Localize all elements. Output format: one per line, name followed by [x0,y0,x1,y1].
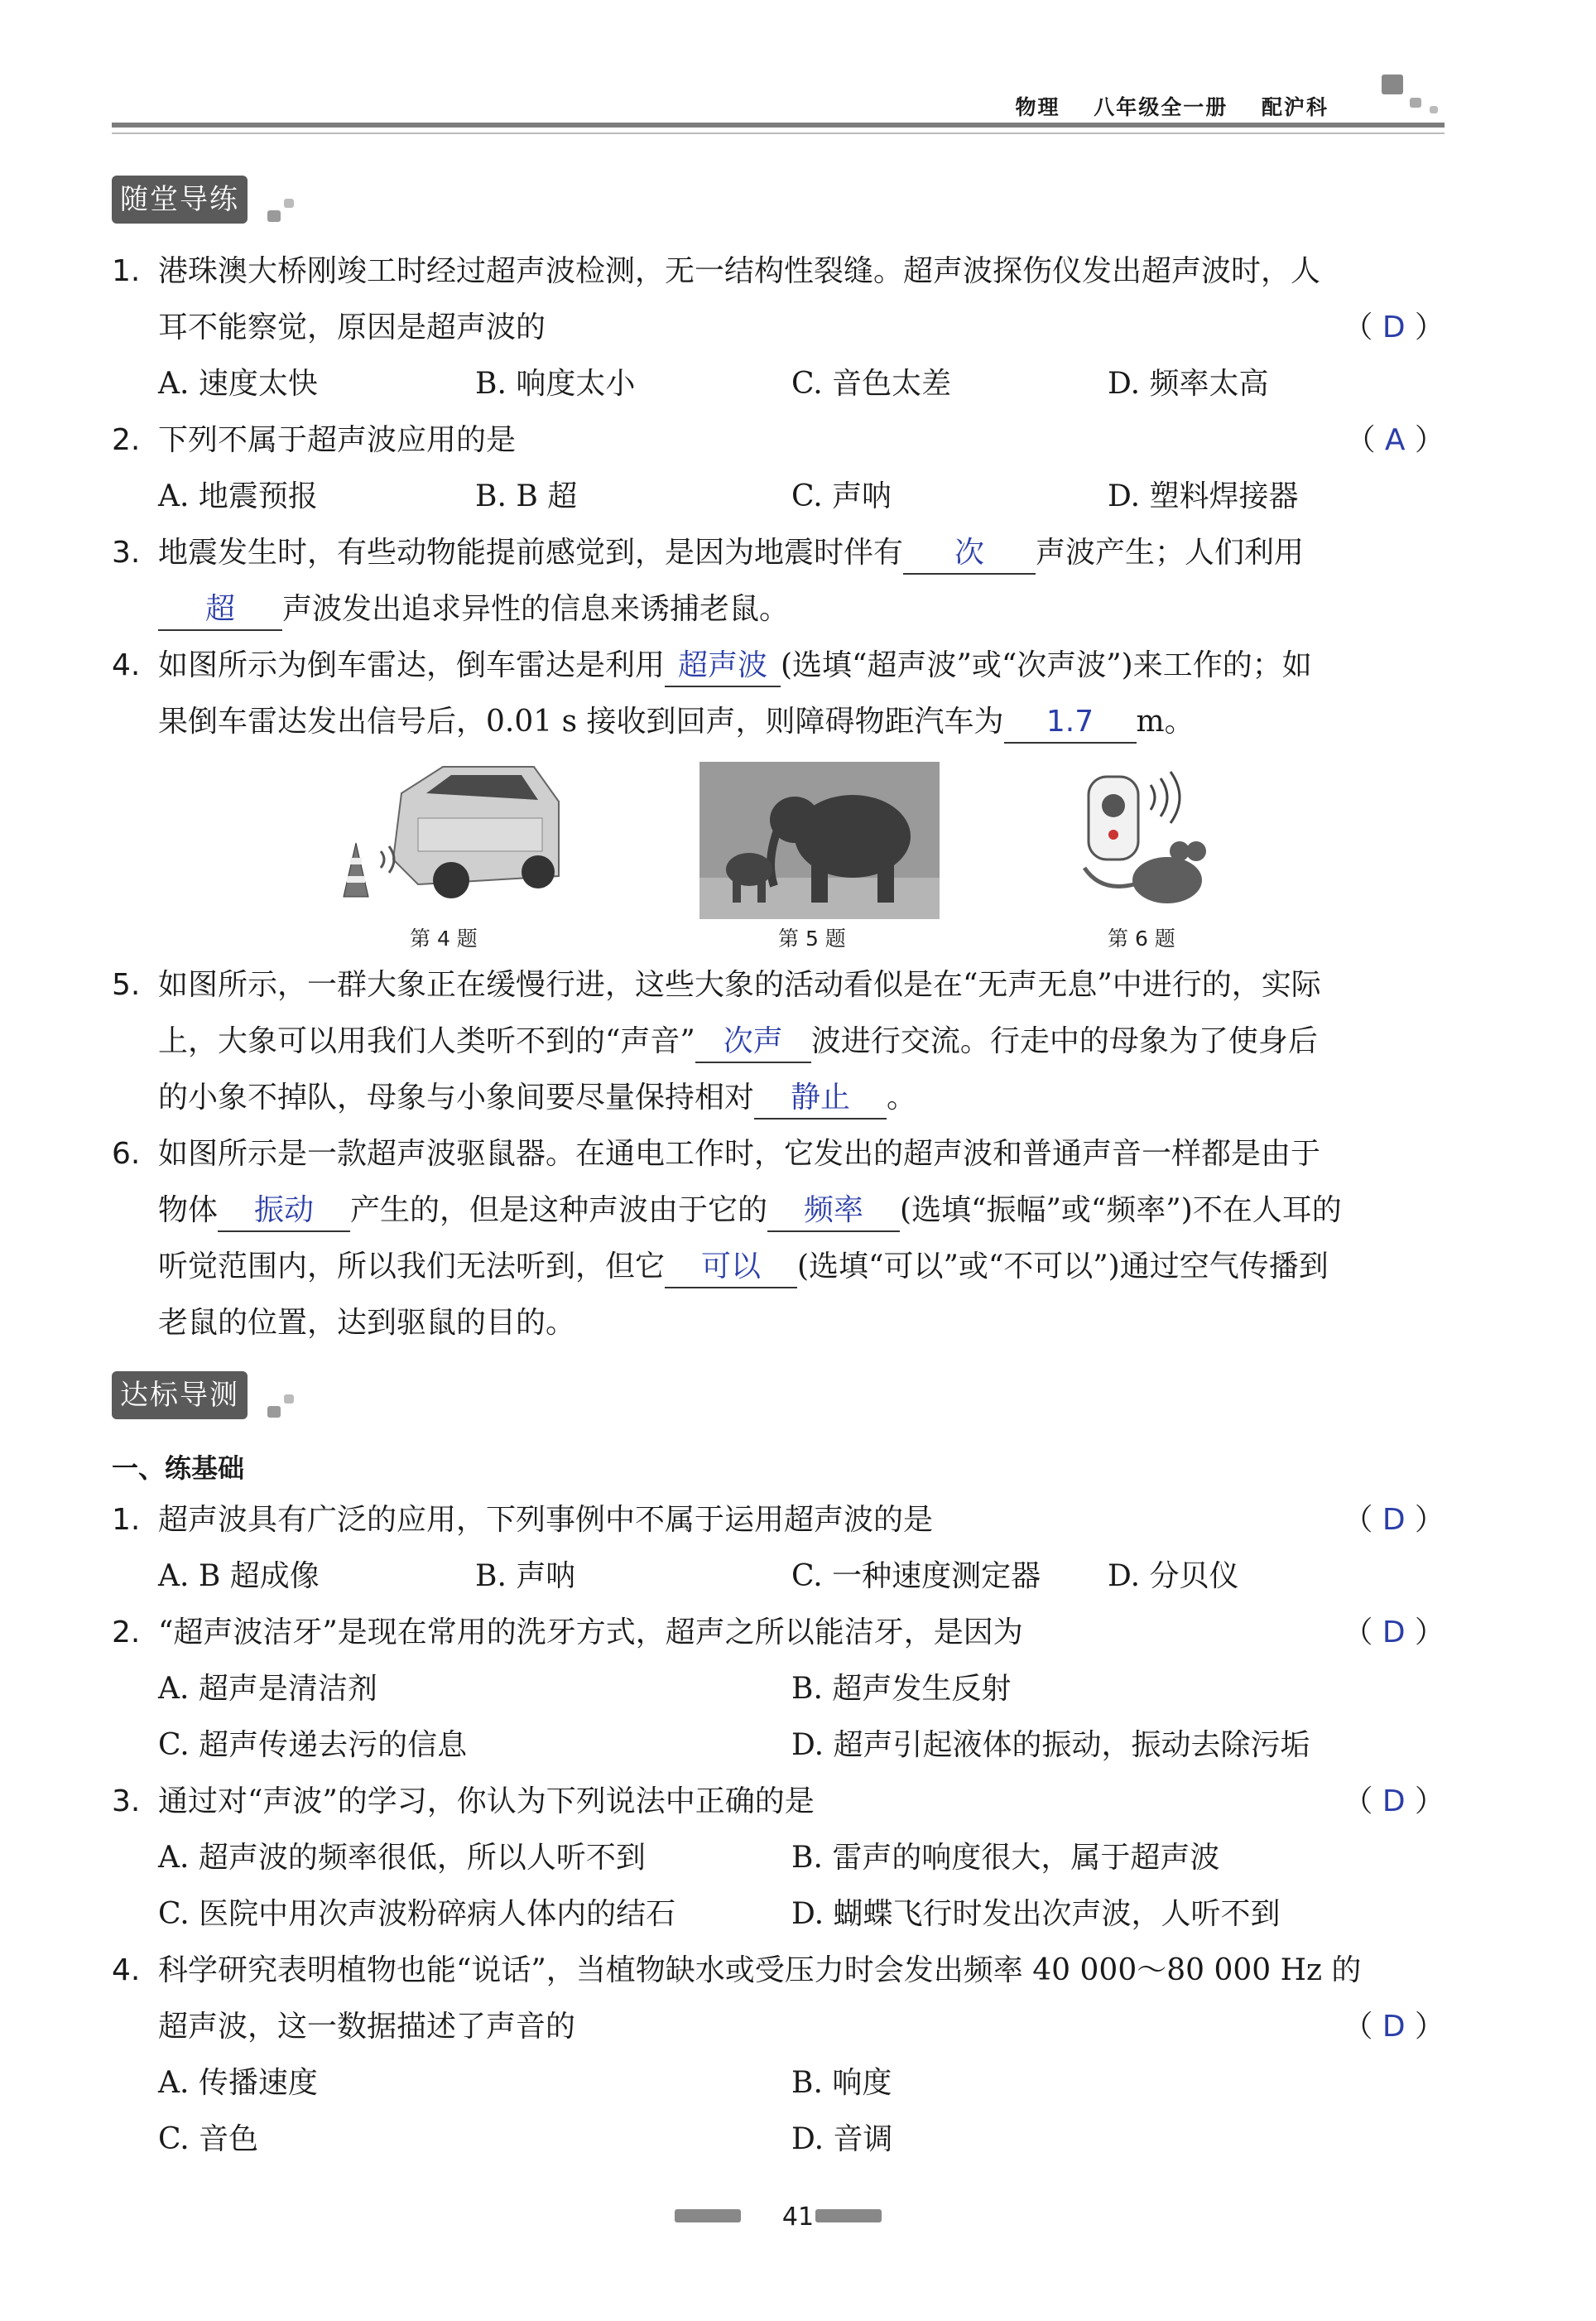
answer-bracket: （ D ） [1343,2010,1445,2044]
answer-blank: 1.7 [1004,702,1137,744]
header-square-icon [1410,98,1421,108]
header-text [991,91,1329,121]
question-number: 2. [112,423,141,457]
elephants-figure [699,762,940,919]
stem-text: 声波发出追求异性的信息来诱捕老鼠。 [282,592,790,626]
question-stem-line: 超声波具有广泛的应用，下列事例中不属于运用超声波的是 [158,1503,934,1537]
answer-bracket: （ D ） [1343,311,1445,344]
header-rule-thin [112,132,1445,134]
answer-blank: 振动 [218,1191,350,1232]
question-stem-line: 通过对“声波”的学习，你认为下列说法中正确的是 [158,1784,815,1818]
answer-blank: 次 [903,533,1036,575]
question-stem-line [158,525,1445,581]
stem-text: 如图所示为倒车雷达，倒车雷达是利用 [158,648,666,682]
question-stem-line: 如图所示是一款超声波驱鼠器。在通电工作时，它发出的超声波和普通声音一样都是由于 [158,1137,1321,1171]
option-b: B. B 超 [475,479,578,513]
question-number: 3. [112,1784,141,1818]
car-radar-figure [327,760,567,917]
question-number: 4. [112,648,141,682]
option-c: C. 一种速度测定器 [791,1559,1041,1593]
option-a: A. 速度太快 [158,367,318,401]
answer-choice: A [1384,423,1406,457]
figure-caption: 第 6 题 [1108,927,1175,951]
answer-bracket: （ D ） [1343,1503,1445,1537]
question-2 [112,412,1445,469]
subsection-heading: 一、练基础 [112,1452,245,1484]
header-square-icon [1430,106,1438,113]
answer-choice: D [1382,311,1406,344]
tag-square-icon [284,199,294,208]
question-stem-line: “超声波洁牙”是现在常用的洗牙方式，超声之所以能洁牙，是因为 [158,1616,1023,1649]
stem-text: 果倒车雷达发出信号后，0.01 s 接收到回声，则障碍物距汽车为 [158,705,1004,739]
option-a: A. 超声是清洁剂 [158,1672,377,1706]
answer-blank: 静止 [754,1078,887,1120]
stem-text: 物体 [158,1193,219,1227]
question-stem-line: 科学研究表明植物也能“说话”，当植物缺水或受压力时会发出频率 40 000～80 000 Hz 的 [158,1953,1362,1987]
options-grid [158,2055,1445,2168]
option-d: D. 频率太高 [1108,367,1269,401]
question-r4 [112,1943,1445,2055]
question-stem-line: 港珠澳大桥刚竣工时经过超声波检测，无一结构性裂缝。超声波探伤仪发出超声波时，人 [158,254,1321,288]
answer-bracket: （ A ） [1345,423,1445,457]
options-row [158,1548,1445,1605]
question-6 [112,1126,1445,1351]
question-stem-line [158,1014,1445,1070]
header-subject: 物理 [1015,95,1060,119]
figure-caption: 第 5 题 [778,927,846,951]
question-stem-line [158,1182,1445,1239]
answer-bracket: （ D ） [1343,1616,1445,1649]
question-stem-line [158,581,1445,638]
question-stem-line: 如图所示，一群大象正在缓慢行进，这些大象的活动看似是在“无声无息”中进行的，实际 [158,968,1321,1002]
answer-choice: D [1382,1784,1406,1818]
tag-square-icon [267,1406,281,1418]
answer-blank: 次声 [695,1022,811,1063]
option-d: D. 蝴蝶飞行时发出次声波，人听不到 [791,1897,1281,1931]
question-stem-line: 老鼠的位置，达到驱鼠的目的。 [158,1306,576,1340]
option-d: D. 音调 [791,2122,893,2156]
option-b: B. 超声发生反射 [791,1672,1012,1706]
question-number: 2. [112,1616,141,1649]
question-number: 6. [112,1137,141,1171]
question-number: 3. [112,536,141,570]
stem-text: 产生的，但是这种声波由于它的 [350,1193,768,1227]
answer-choice: D [1382,1503,1406,1537]
page-number: 41 [781,2203,815,2232]
question-number: 5. [112,968,141,1002]
stem-text: 听觉范围内，所以我们无法听到，但它 [158,1250,666,1283]
options-grid [158,1830,1445,1943]
option-c: C. 超声传递去污的信息 [158,1728,468,1762]
section-tag: 达标导测 [112,1371,248,1419]
option-c: C. 音色 [158,2122,259,2156]
answer-blank: 可以 [665,1247,797,1288]
option-d: D. 超声引起液体的振动，振动去除污垢 [791,1728,1310,1762]
option-d: D. 分贝仪 [1108,1559,1239,1593]
stem-text: (选填“超声波”或“次声波”)来工作的；如 [781,648,1312,682]
stem-text: 。 [887,1081,917,1115]
options-row [158,356,1445,412]
question-5 [112,957,1445,1126]
stem-text: m。 [1136,705,1195,739]
option-b: B. 响度 [791,2066,892,2100]
tag-square-icon [284,1394,294,1404]
section-tag: 随堂导练 [112,176,248,224]
header-square-icon [1382,75,1403,94]
question-stem-line [158,1070,1445,1126]
stem-text: 的小象不掉队，母象与小象间要尽量保持相对 [158,1081,755,1115]
question-1 [112,243,1445,356]
question-stem-line: 下列不属于超声波应用的是 [158,423,517,457]
question-stem-line [158,638,1445,694]
stem-text: 声波产生；人们利用 [1036,536,1305,570]
tag-square-icon [267,210,281,222]
question-stem-line: 耳不能察觉，原因是超声波的 [158,311,546,344]
question-number: 1. [112,254,141,288]
question-number: 4. [112,1953,141,1987]
question-r1 [112,1492,1445,1548]
option-a: A. B 超成像 [158,1559,320,1593]
stem-text: (选填“振幅”或“频率”)不在人耳的 [900,1193,1342,1227]
header-grade: 八年级全一册 [1094,95,1228,119]
question-r3 [112,1774,1445,1830]
option-c: C. 音色太差 [791,367,952,401]
answer-blank: 频率 [767,1191,900,1232]
figure-caption: 第 4 题 [410,927,478,951]
header-edition: 配沪科 [1261,95,1329,119]
option-c: C. 医院中用次声波粉碎病人体内的结石 [158,1897,676,1931]
question-stem-line [158,1239,1445,1295]
option-a: A. 传播速度 [158,2066,318,2100]
answer-choice: D [1382,1616,1406,1649]
answer-bracket: （ D ） [1343,1784,1445,1818]
option-b: B. 声呐 [475,1559,576,1593]
page-header [112,86,1445,139]
option-b: B. 雷声的响度很大，属于超声波 [791,1841,1220,1875]
options-row [158,469,1445,525]
question-number: 1. [112,1503,141,1537]
option-a: A. 地震预报 [158,479,318,513]
option-d: D. 塑料焊接器 [1108,479,1299,513]
stem-text: 波进行交流。行走中的母象为了使身后 [810,1024,1318,1058]
question-r2 [112,1605,1445,1661]
stem-text: 地震发生时，有些动物能提前感觉到，是因为地震时伴有 [158,536,904,570]
option-a: A. 超声波的频率很低，所以人听不到 [158,1841,646,1875]
answer-blank: 超 [158,590,282,631]
answer-blank: 超声波 [665,646,781,687]
answer-choice: D [1382,2010,1406,2044]
question-3 [112,525,1445,638]
question-stem-line: 超声波，这一数据描述了声音的 [158,2010,576,2044]
ultrasonic-repeller-figure [1068,760,1233,922]
option-c: C. 声呐 [791,479,892,513]
stem-text: (选填“可以”或“不可以”)通过空气传播到 [797,1250,1329,1283]
question-stem-line [158,694,1445,750]
stem-text: 上，大象可以用我们人类听不到的“声音” [158,1024,695,1058]
header-rule [112,123,1445,128]
question-4 [112,638,1445,750]
option-b: B. 响度太小 [475,367,636,401]
options-grid [158,1661,1445,1774]
